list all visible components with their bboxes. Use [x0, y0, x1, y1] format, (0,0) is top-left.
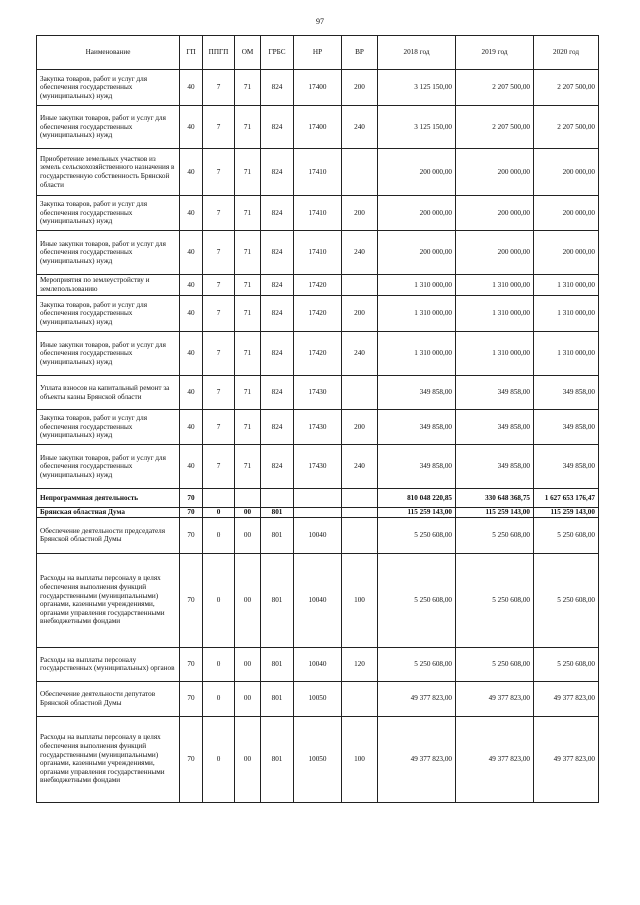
page-number: 97: [316, 17, 324, 26]
cell-gp: 40: [180, 445, 203, 489]
cell-name: Уплата взносов на капитальный ремонт за объекты казны Брянской области: [37, 376, 180, 410]
cell-gp: 40: [180, 70, 203, 106]
cell-2019: 200 000,00: [456, 231, 534, 275]
cell-gp: 40: [180, 296, 203, 332]
col-header-ppgp: ППГП: [203, 36, 235, 70]
cell-ppgp: 7: [203, 275, 235, 296]
cell-vr: [342, 275, 378, 296]
col-header-grbs: ГРБС: [261, 36, 294, 70]
col-header-om: ОМ: [235, 36, 261, 70]
cell-2019: 349 858,00: [456, 445, 534, 489]
cell-grbs: 824: [261, 332, 294, 376]
cell-nr: 10040: [294, 553, 342, 647]
cell-2018: 1 310 000,00: [378, 296, 456, 332]
cell-grbs: 824: [261, 445, 294, 489]
cell-nr: 10050: [294, 681, 342, 716]
cell-2019: 200 000,00: [456, 196, 534, 231]
cell-2020: 5 250 608,00: [534, 647, 599, 681]
cell-nr: 10050: [294, 716, 342, 802]
cell-om: 00: [235, 716, 261, 802]
cell-2020: 1 310 000,00: [534, 296, 599, 332]
cell-2018: 3 125 150,00: [378, 70, 456, 106]
cell-vr: [342, 681, 378, 716]
cell-om: 00: [235, 647, 261, 681]
table-row: [37, 553, 599, 647]
cell-grbs: 824: [261, 275, 294, 296]
cell-grbs: 824: [261, 106, 294, 149]
cell-vr: 200: [342, 410, 378, 445]
cell-grbs: 801: [261, 716, 294, 802]
cell-2018: 49 377 823,00: [378, 681, 456, 716]
cell-grbs: 824: [261, 376, 294, 410]
cell-2019: 349 858,00: [456, 376, 534, 410]
cell-2018: 810 048 220,85: [378, 489, 456, 508]
cell-2020: 2 207 500,00: [534, 70, 599, 106]
cell-ppgp: 7: [203, 106, 235, 149]
cell-ppgp: 7: [203, 149, 235, 196]
cell-name: Непрограммная деятельность: [37, 489, 180, 508]
cell-ppgp: 0: [203, 517, 235, 553]
cell-vr: [342, 149, 378, 196]
cell-name: Брянская областная Дума: [37, 508, 180, 518]
cell-2020: 1 627 653 176,47: [534, 489, 599, 508]
cell-2018: 115 259 143,00: [378, 508, 456, 518]
cell-2019: 349 858,00: [456, 410, 534, 445]
cell-ppgp: 7: [203, 196, 235, 231]
cell-grbs: 824: [261, 149, 294, 196]
cell-vr: 120: [342, 647, 378, 681]
cell-gp: 70: [180, 681, 203, 716]
cell-2019: 330 648 368,75: [456, 489, 534, 508]
header-row: [37, 36, 599, 70]
cell-name: Мероприятия по землеустройству и землепользованию: [37, 275, 180, 296]
cell-2018: 1 310 000,00: [378, 332, 456, 376]
cell-gp: 40: [180, 231, 203, 275]
table-row: [37, 681, 599, 716]
table-row: [37, 296, 599, 332]
col-header-gp: ГП: [180, 36, 203, 70]
cell-om: 71: [235, 149, 261, 196]
cell-om: [235, 489, 261, 508]
cell-2020: 2 207 500,00: [534, 106, 599, 149]
cell-2019: 5 250 608,00: [456, 517, 534, 553]
cell-2018: 5 250 608,00: [378, 517, 456, 553]
cell-name: Расходы на выплаты персоналу в целях обеспечения выполнения функций государственными (муниципальными) органами, казенными учреждениями, органами управления государственными внебюджетными фондами: [37, 716, 180, 802]
cell-nr: 10040: [294, 517, 342, 553]
table-row: [37, 508, 599, 518]
table-row: [37, 275, 599, 296]
cell-om: 71: [235, 275, 261, 296]
cell-2020: 5 250 608,00: [534, 517, 599, 553]
cell-grbs: [261, 489, 294, 508]
cell-gp: 40: [180, 332, 203, 376]
cell-2020: 349 858,00: [534, 410, 599, 445]
cell-2020: 200 000,00: [534, 149, 599, 196]
table-row: [37, 716, 599, 802]
col-header-2018: 2018 год: [378, 36, 456, 70]
cell-grbs: 824: [261, 231, 294, 275]
cell-ppgp: 7: [203, 332, 235, 376]
table-row: [37, 489, 599, 508]
cell-ppgp: 0: [203, 681, 235, 716]
cell-2019: 2 207 500,00: [456, 70, 534, 106]
table-row: [37, 647, 599, 681]
cell-ppgp: 7: [203, 296, 235, 332]
cell-2020: 49 377 823,00: [534, 716, 599, 802]
cell-vr: [342, 508, 378, 518]
col-header-nr: НР: [294, 36, 342, 70]
cell-ppgp: 7: [203, 70, 235, 106]
cell-ppgp: 0: [203, 647, 235, 681]
cell-gp: 40: [180, 106, 203, 149]
cell-om: 00: [235, 681, 261, 716]
cell-2018: 200 000,00: [378, 231, 456, 275]
cell-gp: 40: [180, 376, 203, 410]
cell-2019: 49 377 823,00: [456, 681, 534, 716]
cell-name: Расходы на выплаты персоналу в целях обеспечения выполнения функций государственными (муниципальными) органами, казенными учреждениями, органами управления государственными внебюджетными фондами: [37, 553, 180, 647]
cell-gp: 70: [180, 489, 203, 508]
cell-name: Иные закупки товаров, работ и услуг для обеспечения государственных (муниципальных) нужд: [37, 231, 180, 275]
cell-2020: 1 310 000,00: [534, 332, 599, 376]
col-header-name: Наименование: [37, 36, 180, 70]
cell-gp: 70: [180, 517, 203, 553]
cell-name: Иные закупки товаров, работ и услуг для обеспечения государственных (муниципальных) нужд: [37, 106, 180, 149]
cell-2018: 3 125 150,00: [378, 106, 456, 149]
cell-nr: 17420: [294, 332, 342, 376]
cell-2020: 49 377 823,00: [534, 681, 599, 716]
cell-2020: 349 858,00: [534, 376, 599, 410]
cell-nr: 17420: [294, 275, 342, 296]
cell-om: 71: [235, 231, 261, 275]
table-row: [37, 445, 599, 489]
cell-om: 71: [235, 106, 261, 149]
cell-2019: 5 250 608,00: [456, 553, 534, 647]
col-header-2019: 2019 год: [456, 36, 534, 70]
cell-grbs: 801: [261, 647, 294, 681]
cell-name: Закупка товаров, работ и услуг для обеспечения государственных (муниципальных) нужд: [37, 70, 180, 106]
table-row: [37, 70, 599, 106]
cell-om: 71: [235, 70, 261, 106]
cell-grbs: 824: [261, 410, 294, 445]
cell-nr: 17400: [294, 70, 342, 106]
cell-nr: [294, 489, 342, 508]
cell-vr: 240: [342, 231, 378, 275]
cell-vr: 240: [342, 106, 378, 149]
cell-vr: 240: [342, 332, 378, 376]
cell-vr: [342, 376, 378, 410]
cell-2020: 349 858,00: [534, 445, 599, 489]
cell-gp: 40: [180, 149, 203, 196]
cell-2018: 349 858,00: [378, 376, 456, 410]
cell-2018: 349 858,00: [378, 410, 456, 445]
cell-2018: 1 310 000,00: [378, 275, 456, 296]
cell-grbs: 824: [261, 70, 294, 106]
cell-2019: 1 310 000,00: [456, 332, 534, 376]
table-row: [37, 332, 599, 376]
cell-2019: 200 000,00: [456, 149, 534, 196]
cell-2020: 1 310 000,00: [534, 275, 599, 296]
cell-nr: 17410: [294, 196, 342, 231]
cell-2018: 49 377 823,00: [378, 716, 456, 802]
cell-name: Закупка товаров, работ и услуг для обеспечения государственных (муниципальных) нужд: [37, 296, 180, 332]
cell-gp: 70: [180, 716, 203, 802]
col-header-vr: ВР: [342, 36, 378, 70]
table-row: [37, 196, 599, 231]
col-header-2020: 2020 год: [534, 36, 599, 70]
table-row: [37, 231, 599, 275]
cell-2019: 49 377 823,00: [456, 716, 534, 802]
cell-vr: 240: [342, 445, 378, 489]
cell-om: 00: [235, 508, 261, 518]
cell-vr: 100: [342, 716, 378, 802]
cell-2018: 349 858,00: [378, 445, 456, 489]
cell-om: 71: [235, 376, 261, 410]
cell-vr: 100: [342, 553, 378, 647]
budget-table: [36, 35, 599, 803]
cell-vr: [342, 489, 378, 508]
cell-om: 71: [235, 445, 261, 489]
cell-gp: 40: [180, 275, 203, 296]
table-row: [37, 106, 599, 149]
cell-vr: [342, 517, 378, 553]
cell-nr: 17420: [294, 296, 342, 332]
table-row: [37, 376, 599, 410]
cell-name: Приобретение земельных участков из земель сельскохозяйственного назначения в государственную собственность Брянской области: [37, 149, 180, 196]
cell-name: Закупка товаров, работ и услуг для обеспечения государственных (муниципальных) нужд: [37, 410, 180, 445]
cell-2020: 200 000,00: [534, 196, 599, 231]
cell-nr: 17430: [294, 445, 342, 489]
cell-nr: 17430: [294, 376, 342, 410]
cell-nr: 10040: [294, 647, 342, 681]
cell-2020: 5 250 608,00: [534, 553, 599, 647]
cell-grbs: 801: [261, 681, 294, 716]
cell-nr: 17410: [294, 231, 342, 275]
cell-grbs: 801: [261, 553, 294, 647]
cell-2020: 115 259 143,00: [534, 508, 599, 518]
cell-gp: 40: [180, 410, 203, 445]
cell-vr: 200: [342, 196, 378, 231]
cell-om: 71: [235, 296, 261, 332]
cell-2019: 1 310 000,00: [456, 275, 534, 296]
cell-nr: [294, 508, 342, 518]
cell-2018: 200 000,00: [378, 149, 456, 196]
cell-2019: 115 259 143,00: [456, 508, 534, 518]
cell-2018: 200 000,00: [378, 196, 456, 231]
cell-grbs: 824: [261, 296, 294, 332]
cell-nr: 17430: [294, 410, 342, 445]
cell-name: Закупка товаров, работ и услуг для обеспечения государственных (муниципальных) нужд: [37, 196, 180, 231]
cell-ppgp: 0: [203, 508, 235, 518]
cell-gp: 70: [180, 647, 203, 681]
cell-om: 00: [235, 553, 261, 647]
cell-2019: 1 310 000,00: [456, 296, 534, 332]
cell-ppgp: 7: [203, 376, 235, 410]
cell-ppgp: 0: [203, 716, 235, 802]
cell-om: 71: [235, 332, 261, 376]
cell-gp: 70: [180, 508, 203, 518]
cell-name: Обеспечение деятельности председателя Брянской областной Думы: [37, 517, 180, 553]
cell-grbs: 824: [261, 196, 294, 231]
cell-2020: 200 000,00: [534, 231, 599, 275]
cell-name: Расходы на выплаты персоналу государственных (муниципальных) органов: [37, 647, 180, 681]
table-row: [37, 410, 599, 445]
cell-vr: 200: [342, 70, 378, 106]
cell-grbs: 801: [261, 508, 294, 518]
cell-2018: 5 250 608,00: [378, 647, 456, 681]
cell-om: 71: [235, 196, 261, 231]
cell-2019: 2 207 500,00: [456, 106, 534, 149]
cell-name: Иные закупки товаров, работ и услуг для обеспечения государственных (муниципальных) нужд: [37, 332, 180, 376]
cell-name: Обеспечение деятельности депутатов Брянской областной Думы: [37, 681, 180, 716]
cell-ppgp: 7: [203, 445, 235, 489]
cell-ppgp: 7: [203, 231, 235, 275]
cell-grbs: 801: [261, 517, 294, 553]
cell-gp: 70: [180, 553, 203, 647]
cell-ppgp: 7: [203, 410, 235, 445]
cell-vr: 200: [342, 296, 378, 332]
cell-2018: 5 250 608,00: [378, 553, 456, 647]
cell-nr: 17410: [294, 149, 342, 196]
cell-2019: 5 250 608,00: [456, 647, 534, 681]
cell-om: 00: [235, 517, 261, 553]
table-row: [37, 517, 599, 553]
cell-om: 71: [235, 410, 261, 445]
cell-gp: 40: [180, 196, 203, 231]
cell-nr: 17400: [294, 106, 342, 149]
cell-name: Иные закупки товаров, работ и услуг для обеспечения государственных (муниципальных) нужд: [37, 445, 180, 489]
table-row: [37, 149, 599, 196]
cell-ppgp: 0: [203, 553, 235, 647]
cell-ppgp: [203, 489, 235, 508]
